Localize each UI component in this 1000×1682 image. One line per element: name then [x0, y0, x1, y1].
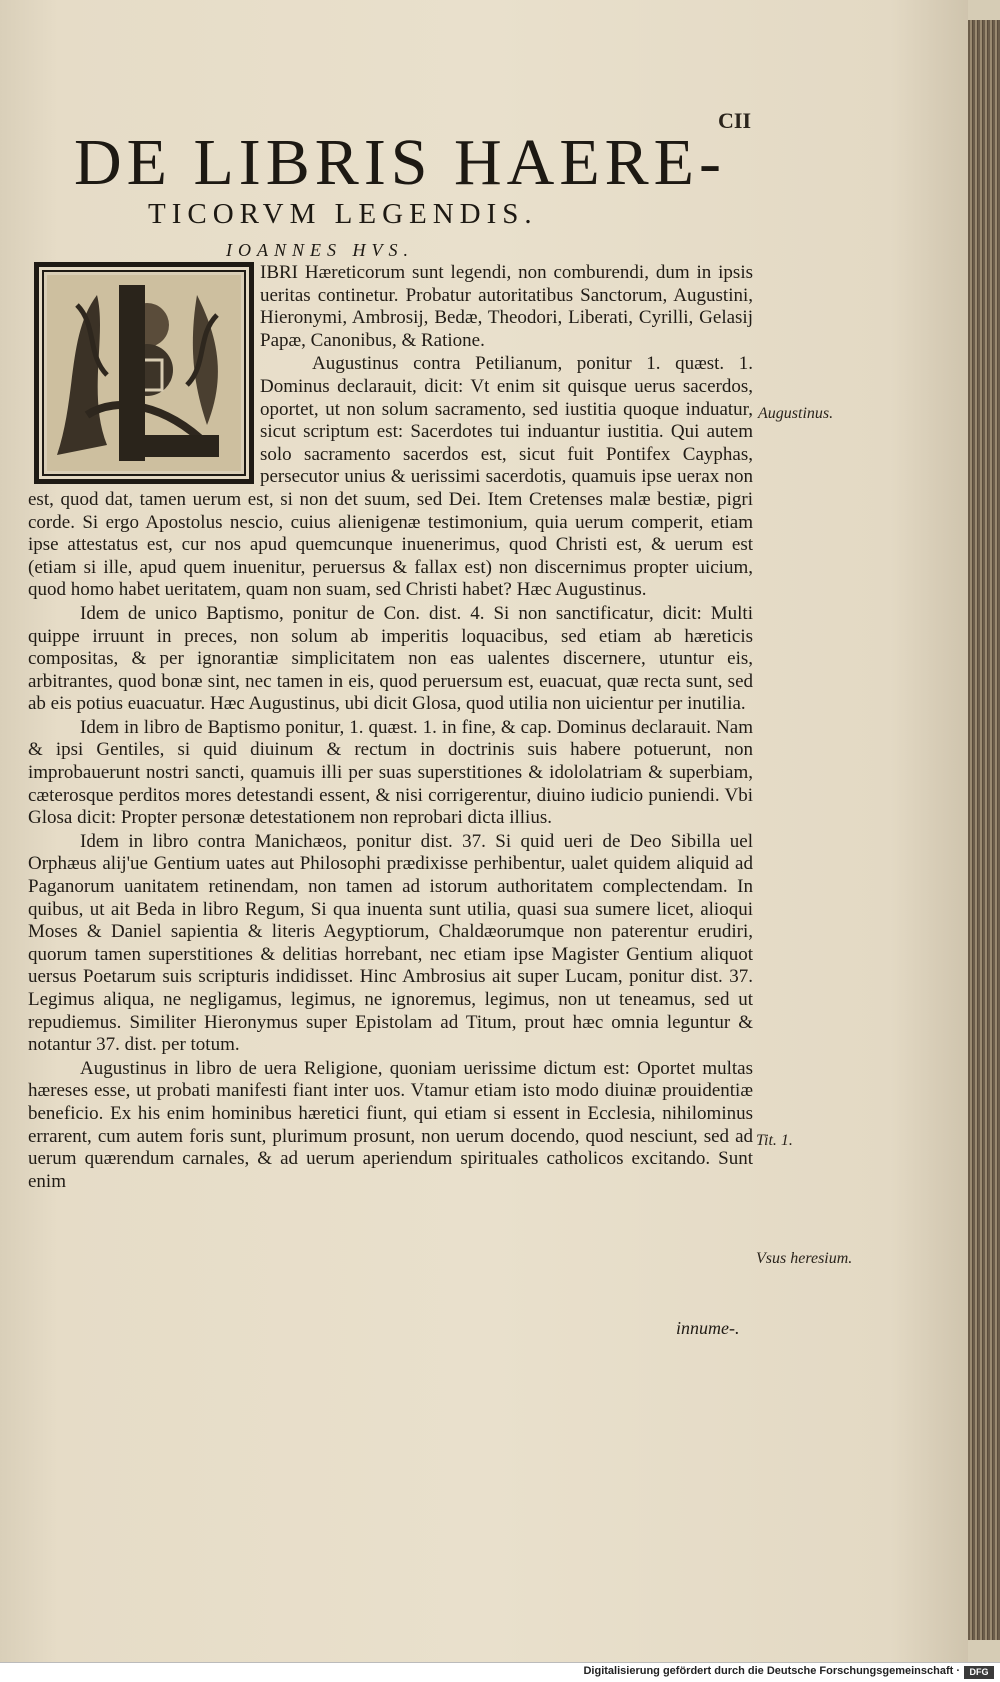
- paragraph-5: Idem in libro contra Manichæos, ponitur dist. 37. Si quid ueri de Deo Sibilla uel Orphæus alij'ue Gentium uates aut Philosophi prædixisse perhibentur, ualet quidem aliquid ad Paganorum uanitatem retinendam, non tamen ad istorum authoritatem complectendam. In quibus, ut ait Beda in libro Regum, Si qua inuenta sunt utilia, quasi sua sumere licet, alioqui Moses & Daniel sapientia & literis Aegyptiorum, Chaldæorumque non paterentur erudiri, quorum tamen superstitiones & delitias horrebant, nec etiam ipse Magister Gentium aliquot uersus Poetarum suis scripturis indidisset. Hinc Ambrosius ait super Lucam, ponitur dist. 37. Legimus aliqua, ne negligamus, legimus, ne ignoremus, legimus, non ut teneamus, sed ut repudiemus. Similiter Hieronymus super Epistolam ad Titum, prout hæc omnia leguntur & notantur 37. dist. per totum.: [28, 830, 753, 1056]
- catchword: innume-.: [676, 1318, 740, 1338]
- paragraph-3: Idem de unico Baptismo, ponitur de Con. dist. 4. Si non sanctificatur, dicit: Multi quippe irruunt in preces, non solum ab imperitis loquacibus, sed etiam ab hæreticis compositas, & per ignorantiæ simplicitatem non eas ualentes discernere, utuntur eis, arbitrantes, quod bonæ sint, nec tamen in eis, quod peruersum est, euacuat, quæ recta sunt, sed ab eis potius euacuatur. Hæc Augustinus, ubi dicit Glosa, quod utilia non uicientur per inutilia.: [28, 602, 753, 715]
- paragraph-6: Augustinus in libro de uera Religione, quoniam uerissime dictum est: Oportet multas hæreses esse, ut probati manifesti fiant inter uos. Vtamur etiam isto modo diuinæ prouidentiæ beneficio. Ex his enim hominibus hæretici fiunt, qui etiam si essent in Ecclesia, nihilominus errarent, cum autem foris sunt, plurimum prosunt, non uerum docendo, quod nesciunt, sed ad uerum quærendum carnales, & ad uerum aperiendum spirituales catholicos excitando. Sunt enim: [28, 1057, 753, 1192]
- margin-note-augustinus: Augustinus.: [758, 405, 834, 422]
- folio-number: CII: [718, 108, 752, 133]
- author-heading: IOANNES HVS.: [226, 240, 414, 260]
- footer-credit: Digitalisierung gefördert durch die Deutsche Forschungsgemeinschaft ·: [583, 1665, 960, 1677]
- body-text: [28, 262, 753, 1194]
- paragraph-1: IBRI Hæreticorum sunt legendi, non comburendi, dum in ipsis ueritas continetur. Probatur autoritatibus Sanctorum, Augustini, Hieronymi, Ambrosij, Bedæ, Theodori, Liberati, Cyrilli, Gelasij Papæ, Canonibus, & Ratione.: [260, 262, 753, 351]
- dfg-logo-icon: DFG: [964, 1666, 994, 1679]
- paragraph-4: Idem in libro de Baptismo ponitur, 1. quæst. 1. in fine, & cap. Dominus declarauit. Nam & ipsi Gentiles, si quid diuinum & rectum in doctrinis suis habere potuerunt, non improbauerunt nostri sancti, quamuis illi per suas superstitiones & idololatriam & superbiam, cæterosque perditos mores detestandi essent, & nisi corrigerentur, diuino iudicio puniendi. Vbi Glosa dicit: Propter personæ detestationem non reprobari dicta illius.: [28, 716, 753, 829]
- paragraph-2: Augustinus contra Petilianum, ponitur 1. quæst. 1. Dominus declarauit, dicit: Vt enim sit quisque uerus sacerdos, oportet, ut non solum sacramento, sed iustitia quoque induatur, sicut scriptum est: Sacerdotes tui induantur iustitia. Qui autem solo sacramento sacerdos est, sicut fuit Pontifex Cayphas, persecutor unius & uerissimi sacerdotis, quamuis ipse uerax non est, quod dat, tamen uerum est, si non det suum, sed Dei. Item Cretenses malæ bestiæ, pigri corde. Si ergo Apostolus nescio, cuius alienigenæ testimonium, quia uerum comperit, etiam ipse attestatus est, cur nos apud quemcunque inuenerimus, quod Christi est, & uerum est (etiam si ille, apud quem inuenitur, peruersus & fallax est) non discernimus propter uicium, quod homo habet ueritatem, quam non suam, sed Christi habet? Hæc Augustinus.: [28, 353, 753, 601]
- page-title-line-1: DE LIBRIS HAERE-: [74, 126, 726, 199]
- margin-note-usus-heresium: Vsus heresium.: [756, 1250, 853, 1267]
- margin-note-titus: Tit. 1.: [756, 1132, 793, 1149]
- page-edge: [968, 20, 1000, 1640]
- footer-bar: [0, 1662, 1000, 1682]
- page-title-line-2: TICORVM LEGENDIS.: [148, 198, 538, 230]
